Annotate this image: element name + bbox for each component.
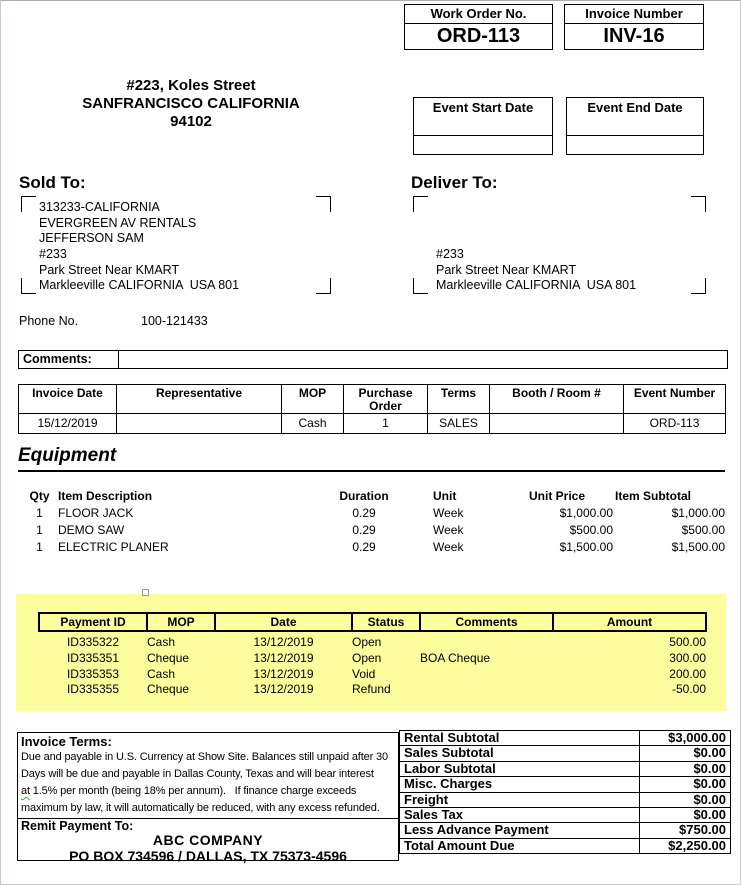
invoice-date-value: 15/12/2019 [19, 414, 117, 434]
amount-cell: -50.00 [671, 682, 706, 697]
address-line: Park Street Near KMART [436, 262, 577, 277]
payment-id-cell: ID335351 [66, 650, 120, 665]
work-order-label: Work Order No. [404, 4, 553, 24]
divider [567, 135, 703, 136]
column-header: MOP [282, 385, 344, 414]
total-value: $0.00 [640, 746, 731, 761]
payment-row [39, 651, 706, 667]
terms-text-line: maximum by law, it will automatically be reduced, with any excess refunded. [21, 802, 380, 814]
phone-value: 100-121433 [141, 314, 208, 328]
total-value: $0.00 [640, 808, 731, 823]
company-address-line: 94102 [170, 113, 212, 130]
column-header: Amount [553, 613, 706, 631]
column-header: Item Description [58, 489, 153, 503]
qty-cell: 1 [36, 506, 43, 520]
invoice-number-label: Invoice Number [564, 4, 704, 24]
comments-value [119, 351, 727, 368]
remit-address: PO BOX 734596 / DALLAS, TX 75373-4596 [69, 848, 347, 864]
work-order-box [404, 4, 553, 50]
equipment-row [28, 539, 725, 556]
column-header: Unit Price [528, 489, 585, 503]
corner-bracket [691, 278, 706, 294]
payments-header-row [39, 613, 706, 631]
event-start-date-box [413, 97, 553, 155]
comments-cell [420, 667, 553, 683]
order-info-value-row [19, 414, 726, 434]
payment-id-cell: ID335353 [66, 666, 120, 681]
remit-payment-label: Remit Payment To: [21, 819, 134, 833]
event-end-date-box [566, 97, 704, 155]
column-header: Qty [29, 489, 50, 503]
terms-text-line: Days will be due and payable in Dallas County, Texas and will bear interest [21, 768, 374, 780]
payment-row [39, 682, 706, 698]
payment-row [39, 667, 706, 683]
description-cell: FLOOR JACK [58, 506, 134, 520]
total-label: Sales Tax [400, 808, 640, 823]
amount-cell: 500.00 [669, 635, 706, 649]
address-line: #233 [436, 247, 464, 262]
column-header: Invoice Date [19, 385, 117, 414]
total-label: Labor Subtotal [400, 761, 640, 776]
totals-row [400, 823, 731, 838]
comments-cell [420, 631, 553, 651]
mop-cell: Cash [147, 635, 176, 649]
unit-price-cell: $500.00 [569, 523, 613, 537]
total-label: Less Advance Payment [400, 823, 640, 838]
address-line: Park Street Near KMART [39, 262, 180, 277]
column-header: Status [352, 613, 420, 631]
qty-cell: 1 [36, 540, 43, 554]
deliver-to-heading: Deliver To: [411, 173, 498, 192]
address-line [436, 231, 636, 247]
equipment-section-title: Equipment [18, 445, 725, 472]
amount-cell: 300.00 [669, 650, 706, 665]
address-line [436, 200, 636, 216]
equipment-header-row [28, 488, 725, 505]
unit-cell: Week [433, 523, 464, 537]
total-value: $3,000.00 [640, 731, 731, 746]
column-header: Event Number [624, 385, 726, 414]
sold-to-address-block [21, 196, 331, 294]
total-label: Total Amount Due [400, 838, 640, 853]
date-cell: 13/12/2019 [253, 650, 314, 665]
item-subtotal-cell: $1,000.00 [671, 506, 725, 520]
mop-cell: Cheque [147, 650, 190, 665]
unit-price-cell: $1,500.00 [559, 540, 613, 554]
item-subtotal-cell: $1,500.00 [671, 540, 725, 554]
company-address-line: #223, Koles Street [126, 77, 256, 94]
invoice-terms-box [17, 732, 399, 864]
unit-cell: Week [433, 540, 464, 554]
total-value: $2,250.00 [640, 838, 731, 853]
divider [414, 135, 552, 136]
column-header: Date [215, 613, 352, 631]
invoice-number-box [564, 4, 704, 50]
phone-label: Phone No. [19, 314, 79, 328]
date-cell: 13/12/2019 [253, 635, 314, 649]
payment-id-cell: ID335355 [66, 682, 120, 697]
unit-cell: Week [433, 506, 464, 520]
totals-row [400, 838, 731, 853]
spacer [395, 522, 431, 539]
status-cell: Open [352, 635, 382, 649]
deliver-to-address-block [413, 196, 706, 294]
deliver-to-address [436, 200, 636, 294]
terms-text-line: Due and payable in U.S. Currency at Show Site. Balances still unpaid after 30 [21, 751, 388, 763]
mop-cell: Cash [147, 666, 176, 681]
date-cell: 13/12/2019 [253, 682, 314, 697]
totals-row [400, 761, 731, 776]
column-header: Comments [420, 613, 553, 631]
corner-bracket [691, 196, 706, 212]
equipment-table [28, 488, 725, 556]
terms-text-line: at 1.5% per month (being 18% per annum). If finance charge exceeds [21, 785, 357, 797]
status-cell: Void [352, 666, 376, 681]
totals-row [400, 731, 731, 746]
column-header: Payment ID [39, 613, 147, 631]
duration-cell: 0.29 [352, 540, 376, 554]
work-order-value: ORD-113 [404, 23, 553, 50]
remit-payment-section [18, 818, 398, 864]
sold-to-address [39, 200, 239, 294]
column-header: MOP [147, 613, 215, 631]
column-header: Purchase Order [344, 385, 428, 414]
column-header: Duration [339, 489, 389, 503]
event-number-value: ORD-113 [624, 414, 726, 434]
corner-bracket [316, 196, 331, 212]
mop-value: Cash [282, 414, 344, 434]
address-line: #233 [39, 247, 67, 262]
address-line: 313233-CALIFORNIA [39, 200, 160, 214]
totals-row [400, 746, 731, 761]
purchase-order-value: 1 [344, 414, 428, 434]
invoice-terms-title: Invoice Terms: [21, 734, 112, 749]
phone-row [19, 314, 319, 328]
unit-price-cell: $1,000.00 [559, 506, 613, 520]
equipment-row [28, 522, 725, 539]
total-label: Sales Subtotal [400, 746, 640, 761]
total-label: Misc. Charges [400, 777, 640, 792]
company-address [1, 77, 381, 131]
order-info-table [18, 384, 726, 434]
description-cell: DEMO SAW [58, 523, 125, 537]
equipment-row [28, 505, 725, 522]
address-line [436, 216, 636, 232]
column-header: Representative [117, 385, 282, 414]
column-header: Unit [433, 489, 457, 503]
item-subtotal-cell: $500.00 [681, 523, 725, 537]
comments-bar [18, 350, 728, 369]
description-cell: ELECTRIC PLANER [58, 540, 169, 554]
order-info-header-row [19, 385, 726, 414]
spellcheck-underlined-word: at [21, 785, 30, 797]
corner-bracket [316, 278, 331, 294]
total-value: $750.00 [640, 823, 731, 838]
event-end-date-label: Event End Date [587, 100, 683, 115]
spacer [395, 505, 431, 522]
comments-cell: BOA Cheque [420, 650, 491, 665]
duration-cell: 0.29 [352, 523, 376, 537]
address-line: Markleeville CALIFORNIA USA 801 [39, 278, 240, 293]
corner-bracket [413, 196, 428, 212]
column-header: Terms [428, 385, 490, 414]
corner-bracket [21, 196, 36, 212]
total-label: Freight [400, 792, 640, 807]
date-cell: 13/12/2019 [253, 666, 314, 681]
status-cell: Open [352, 650, 382, 665]
column-header: Item Subtotal [615, 489, 692, 503]
booth-room-value [490, 414, 624, 434]
comments-label: Comments: [19, 351, 119, 368]
address-line: EVERGREEN AV RENTALS [39, 215, 197, 230]
remit-company: ABC COMPANY [152, 832, 264, 848]
sold-to-heading: Sold To: [19, 173, 86, 192]
corner-bracket [413, 278, 428, 294]
total-label: Rental Subtotal [400, 731, 640, 746]
total-value: $0.00 [640, 761, 731, 776]
column-header: Booth / Room # [490, 385, 624, 414]
invoice-number-value: INV-16 [564, 23, 704, 50]
spacer [395, 539, 431, 556]
event-start-date-label: Event Start Date [432, 100, 534, 115]
address-line: JEFFERSON SAM [39, 231, 144, 246]
totals-table [399, 730, 731, 854]
status-cell: Refund [352, 682, 391, 697]
terms-value: SALES [428, 414, 490, 434]
qty-cell: 1 [36, 523, 43, 537]
total-value: $0.00 [640, 777, 731, 792]
payment-id-cell: ID335322 [66, 635, 120, 649]
amount-cell: 200.00 [669, 666, 706, 681]
address-line: Markleeville CALIFORNIA USA 801 [436, 278, 637, 293]
totals-row [400, 777, 731, 792]
company-address-line: SANFRANCISCO CALIFORNIA [82, 95, 300, 112]
spacer [395, 488, 431, 505]
payment-row [39, 631, 706, 651]
representative-value [117, 414, 282, 434]
corner-bracket [21, 278, 36, 294]
comments-cell [420, 682, 553, 698]
totals-row [400, 792, 731, 807]
totals-row [400, 808, 731, 823]
duration-cell: 0.29 [352, 506, 376, 520]
payments-table [38, 612, 707, 698]
mop-cell: Cheque [147, 682, 190, 697]
small-square-marker [142, 589, 149, 596]
total-value: $0.00 [640, 792, 731, 807]
